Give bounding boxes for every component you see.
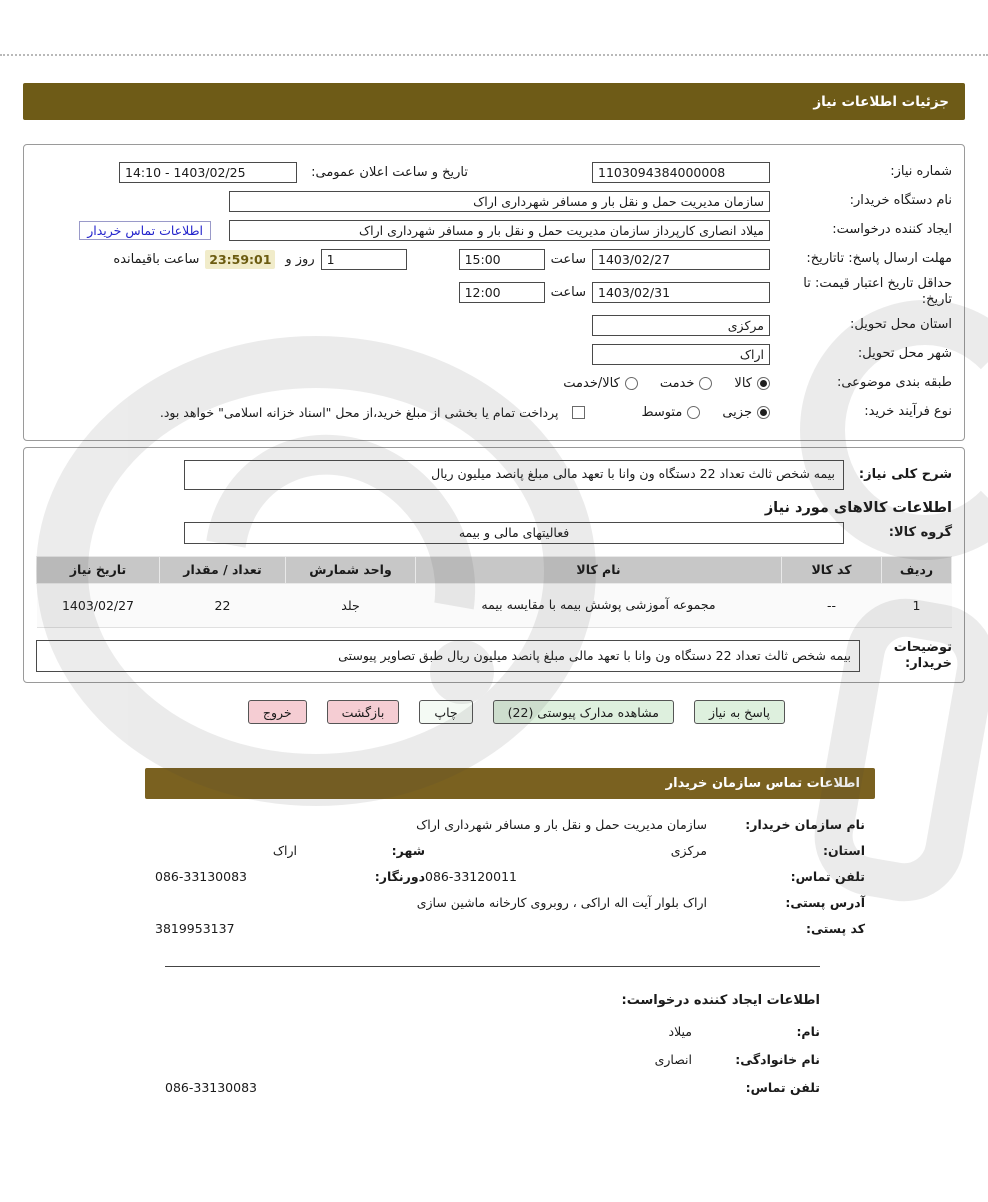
contact-phone-value: 086-33120011 [425,869,517,885]
countdown-timer: 23:59:01 [205,250,275,269]
cell-need-date: 1403/02/27 [37,583,160,627]
reply-deadline-date-field[interactable]: 1403/02/27 [592,249,770,270]
validity-hour-label: ساعت [550,284,586,300]
col-header-need-date: تاریخ نیاز [37,556,160,583]
creator-first-name-label: نام: [796,1024,820,1040]
contact-address-value: اراک بلوار آیت اله اراکی ، روبروی کارخانه ماشین سازی [416,895,707,911]
goods-panel [23,447,965,684]
need-info-panel [23,144,965,441]
creator-field[interactable]: میلاد انصاری کارپرداز سازمان مدیریت حمل و نقل بار و مسافر شهرداری اراک [229,220,770,241]
print-button[interactable]: چاپ [419,700,472,724]
subject-option-goods-label: کالا [734,376,752,391]
cell-row-no: 1 [882,583,952,627]
page-title-bar [23,83,965,120]
cell-item-code: -- [782,583,882,627]
org-name-value: سازمان مدیریت حمل و نقل بار و مسافر شهرداری اراک [416,817,707,833]
goods-group-label: گروه کالا: [888,525,952,541]
contact-fax-label: دورنگار: [374,869,425,885]
treasury-checkbox[interactable] [572,406,585,419]
need-description-label: شرح کلی نیاز: [858,467,952,482]
need-number-field[interactable]: 1103094384000008 [592,162,770,183]
creator-row [36,218,952,242]
reply-deadline-row [36,247,952,271]
page-title: جزئیات اطلاعات نیاز [813,93,949,110]
creator-last-name-label: نام خانوادگی: [735,1052,820,1068]
need-number-row [36,160,952,184]
delivery-city-label: شهر محل تحویل: [857,346,952,362]
creator-phone-label: تلفن تماس: [745,1080,820,1096]
hour-label: ساعت [550,251,586,267]
contact-phone-label: تلفن تماس: [790,869,865,885]
buyer-contact-header: اطلاعات تماس سازمان خریدار [665,776,860,792]
back-button[interactable]: بازگشت [327,700,400,724]
radio-unselected-icon[interactable] [625,377,638,390]
announce-datetime-field[interactable]: 14:10 - 1403/02/25 [119,162,297,183]
contact-address-label: آدرس پستی: [785,895,865,911]
need-description-field[interactable]: بیمه شخص ثالث تعداد 22 دستگاه ون وانا با تعهد مالی مبلغ پانصد میلیون ریال [184,460,844,490]
subject-classification-row [36,372,952,396]
subject-option-goods-service[interactable] [563,376,638,391]
creator-phone-value: 086-33130083 [165,1080,257,1096]
subject-option-service[interactable] [660,376,713,391]
radio-selected-icon[interactable] [757,406,770,419]
contact-city-value: اراک [272,843,297,859]
remaining-days-label: روز و [285,251,315,267]
delivery-city-field[interactable]: اراک [592,344,770,365]
creator-info-heading: اطلاعات ایجاد کننده درخواست: [621,993,820,1009]
contact-postal-value: 3819953137 [155,921,235,937]
subject-option-goods-service-label: کالا/خدمت [563,376,620,391]
buyer-contact-section [145,813,875,940]
item-name-text: مجموعه آموزشی پوشش بیمه با مقایسه بیمه [481,596,716,612]
purchase-process-row [36,401,952,425]
radio-selected-icon[interactable] [757,377,770,390]
top-separator [0,0,988,56]
goods-table [36,556,952,628]
delivery-province-field[interactable]: مرکزی [592,315,770,336]
view-attachments-button[interactable]: مشاهده مدارک پیوستی (22) [493,700,674,724]
price-validity-row [36,276,952,309]
contact-city-label: شهر: [391,843,425,859]
need-number-label: شماره نیاز: [890,163,952,179]
goods-table-row [37,583,952,627]
goods-group-field[interactable]: فعالیتهای مالی و بیمه [184,522,844,544]
cell-quantity: 22 [160,583,286,627]
exit-button[interactable]: خروج [248,700,307,724]
goods-info-heading: اطلاعات کالاهای مورد نیاز [764,499,952,516]
creator-label: ایجاد کننده درخواست: [832,221,952,237]
buyer-org-field[interactable]: سازمان مدیریت حمل و نقل بار و مسافر شهرداری اراک [229,191,770,212]
delivery-province-label: استان محل تحویل: [850,317,952,333]
treasury-note: پرداخت تمام یا بخشی از مبلغ خرید،از محل "اسناد خزانه اسلامی" خواهد بود. [159,405,559,420]
creator-first-name-value: میلاد [668,1024,692,1040]
section-divider [165,966,820,967]
purchase-process-label: نوع فرآیند خرید: [864,404,952,420]
col-header-quantity: تعداد / مقدار [160,556,286,583]
cell-unit: جلد [286,583,416,627]
creator-last-name-value: انصاری [654,1052,692,1068]
action-buttons [0,700,785,724]
contact-fax-value: 086-33130083 [155,869,247,885]
subject-option-service-label: خدمت [659,376,695,391]
goods-table-header-row [37,556,952,583]
price-validity-label: حداقل تاریخ اعتبار قیمت: تا تاریخ: [803,276,952,308]
process-option-minor[interactable] [722,405,770,420]
process-option-minor-label: جزیی [722,405,752,420]
reply-deadline-label: مهلت ارسال پاسخ: تاتاریخ: [806,250,952,266]
subject-classification-label: طبقه بندی موضوعی: [836,375,952,391]
delivery-province-row [36,314,952,338]
org-name-label: نام سازمان خریدار: [745,817,865,833]
buyer-contact-header-bar [145,768,875,799]
buyer-notes-label: توضیحات خریدار: [893,639,952,671]
contact-province-value: مرکزی [670,843,707,859]
delivery-city-row [36,343,952,367]
contact-province-label: استان: [822,843,865,859]
radio-unselected-icon[interactable] [699,377,712,390]
goods-group-row [36,522,952,544]
col-header-row-no: ردیف [882,556,952,583]
col-header-unit: واحد شمارش [286,556,416,583]
announce-datetime-label: تاریخ و ساعت اعلان عمومی: [311,164,468,180]
col-header-item-code: کد کالا [782,556,882,583]
buyer-contact-link[interactable]: اطلاعات تماس خریدار [79,221,211,240]
buyer-notes-field[interactable]: بیمه شخص ثالث تعداد 22 دستگاه ون وانا با تعهد مالی مبلغ پانصد میلیون ریال طبق تصاویر پیوستی [36,640,860,672]
price-validity-date-field[interactable]: 1403/02/31 [592,282,770,303]
remaining-suffix-label: ساعت باقیمانده [113,251,200,267]
remaining-days-field[interactable]: 1 [321,249,407,270]
buyer-org-row [36,189,952,213]
need-description-row [36,460,952,490]
col-header-item-name: نام کالا [416,556,782,583]
buyer-org-label: نام دستگاه خریدار: [849,192,952,208]
subject-option-goods[interactable] [734,376,770,391]
process-option-medium[interactable] [641,405,700,420]
price-validity-hour-field[interactable]: 12:00 [459,282,545,303]
reply-to-need-button[interactable]: پاسخ به نیاز [694,700,785,724]
creator-info-section [165,1024,820,1095]
reply-deadline-hour-field[interactable]: 15:00 [459,249,545,270]
cell-item-name [416,583,782,627]
process-option-medium-label: متوسط [641,405,683,420]
buyer-notes-row [36,640,952,673]
radio-unselected-icon[interactable] [687,406,700,419]
contact-postal-label: کد پستی: [805,921,865,937]
